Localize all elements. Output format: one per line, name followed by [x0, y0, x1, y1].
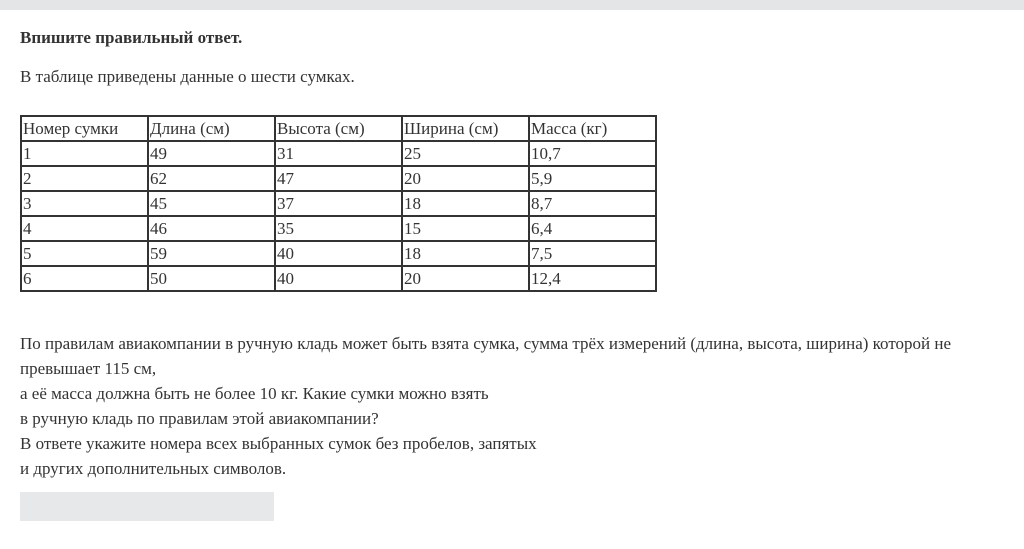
problem-line: В ответе укажите номера всех выбранных сумок без пробелов, запятых — [20, 434, 537, 453]
table-header-row — [21, 116, 656, 141]
problem-line: в ручную кладь по правилам этой авиакомпании? — [20, 409, 379, 428]
cell-number: 1 — [21, 141, 148, 166]
column-header-width: Ширина (см) — [402, 116, 529, 141]
task-intro: В таблице приведены данные о шести сумках. — [20, 67, 355, 86]
cell-width: 25 — [402, 141, 529, 166]
table-row — [21, 241, 656, 266]
column-header-length: Длина (см) — [148, 116, 275, 141]
cell-width: 20 — [402, 166, 529, 191]
column-header-height: Высота (см) — [275, 116, 402, 141]
task-instruction: Впишите правильный ответ. — [20, 28, 243, 47]
problem-line: а её масса должна быть не более 10 кг. Какие сумки можно взять — [20, 384, 489, 403]
cell-height: 40 — [275, 266, 402, 291]
problem-line: и других дополнительных символов. — [20, 459, 287, 478]
cell-height: 31 — [275, 141, 402, 166]
problem-text — [20, 331, 1010, 481]
bags-table — [20, 115, 657, 292]
cell-height: 35 — [275, 216, 402, 241]
table-row — [21, 166, 656, 191]
cell-number: 6 — [21, 266, 148, 291]
cell-width: 20 — [402, 266, 529, 291]
cell-length: 50 — [148, 266, 275, 291]
cell-mass: 6,4 — [529, 216, 656, 241]
cell-length: 49 — [148, 141, 275, 166]
cell-mass: 5,9 — [529, 166, 656, 191]
cell-mass: 8,7 — [529, 191, 656, 216]
cell-number: 4 — [21, 216, 148, 241]
cell-length: 62 — [148, 166, 275, 191]
cell-length: 46 — [148, 216, 275, 241]
cell-number: 3 — [21, 191, 148, 216]
cell-number: 2 — [21, 166, 148, 191]
cell-mass: 7,5 — [529, 241, 656, 266]
cell-mass: 10,7 — [529, 141, 656, 166]
table-row — [21, 266, 656, 291]
column-header-mass: Масса (кг) — [529, 116, 656, 141]
cell-width: 15 — [402, 216, 529, 241]
answer-input[interactable] — [20, 492, 274, 521]
top-bar — [0, 0, 1024, 10]
cell-height: 37 — [275, 191, 402, 216]
cell-width: 18 — [402, 241, 529, 266]
cell-length: 59 — [148, 241, 275, 266]
cell-height: 40 — [275, 241, 402, 266]
table-row — [21, 141, 656, 166]
cell-height: 47 — [275, 166, 402, 191]
problem-line: По правилам авиакомпании в ручную кладь может быть взята сумка, сумма трёх измерений (длина, высота, ширина) которой не превышает 115 см, — [20, 334, 952, 378]
column-header-number: Номер сумки — [21, 116, 148, 141]
table-row — [21, 216, 656, 241]
cell-number: 5 — [21, 241, 148, 266]
cell-mass: 12,4 — [529, 266, 656, 291]
cell-width: 18 — [402, 191, 529, 216]
cell-length: 45 — [148, 191, 275, 216]
table-row — [21, 191, 656, 216]
